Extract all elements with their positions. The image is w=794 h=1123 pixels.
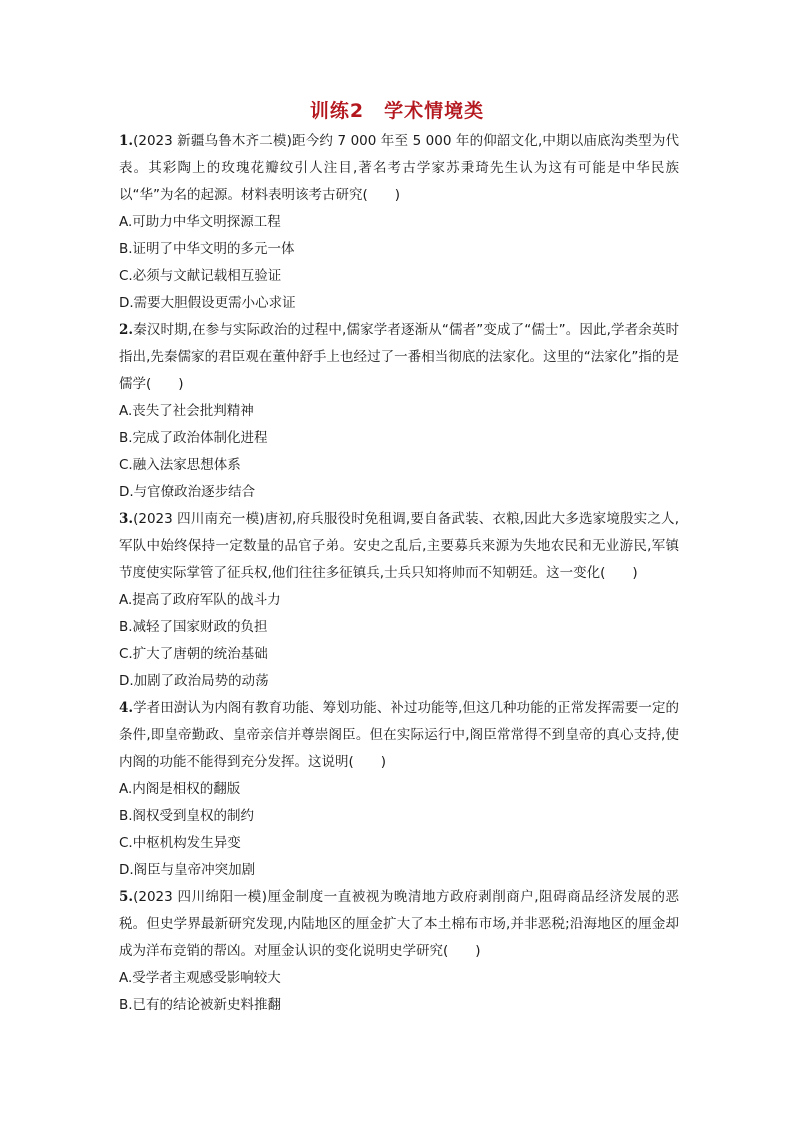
page-title: 训练2 学术情境类 — [309, 100, 485, 122]
option-c: C.中枢机构发生异变 — [119, 835, 241, 851]
question-text: (2023 新疆乌鲁木齐二模)距今约 7 000 年至 5 000 年的仰韶文化,中期以庙底沟类型为代表。其彩陶上的玫瑰花瓣纹引人注目,著名考古学家苏秉琦先生认为这有可能是中华民族以“华”为名的起源。材料表明该考古研究( ) — [119, 133, 679, 203]
question-list — [119, 128, 679, 1019]
option-b: B.阁权受到皇权的制约 — [119, 808, 255, 824]
option-b: B.减轻了国家财政的负担 — [119, 619, 268, 635]
question-text: 秦汉时期,在参与实际政治的过程中,儒家学者逐渐从“儒者”变成了“儒士”。因此,学者余英时指出,先秦儒家的君臣观在董仲舒手上也经过了一番相当彻底的法家化。这里的“法家化”指的是儒学( ) — [119, 322, 679, 392]
option-a: A.提高了政府军队的战斗力 — [119, 592, 281, 608]
option-d: D.加剧了政治局势的动荡 — [119, 673, 269, 689]
question-text: 学者田澍认为内阁有教育功能、筹划功能、补过功能等,但这几种功能的正常发挥需要一定的条件,即皇帝勤政、皇帝亲信并尊崇阁臣。但在实际运行中,阁臣常常得不到皇帝的真心支持,使内阁的功能不能得到充分发挥。这说明( ) — [119, 700, 679, 770]
question-number: 4. — [119, 700, 134, 716]
option-c: C.融入法家思想体系 — [119, 457, 241, 473]
option-d: D.与官僚政治逐步结合 — [119, 484, 256, 500]
option-a: A.受学者主观感受影响较大 — [119, 970, 281, 986]
question-2 — [119, 317, 679, 506]
question-stem — [119, 506, 679, 587]
option-b: B.已有的结论被新史料推翻 — [119, 997, 282, 1013]
question-stem — [119, 884, 679, 965]
question-number: 2. — [119, 322, 134, 338]
question-5 — [119, 884, 679, 1019]
option-a: A.丧失了社会批判精神 — [119, 403, 254, 419]
question-3 — [119, 506, 679, 695]
question-stem — [119, 695, 679, 776]
question-number: 5. — [119, 889, 134, 905]
option-b: B.完成了政治体制化进程 — [119, 430, 268, 446]
option-b: B.证明了中华文明的多元一体 — [119, 241, 295, 257]
question-4 — [119, 695, 679, 884]
option-a: A.内阁是相权的翻版 — [119, 781, 241, 797]
option-c: C.必须与文献记载相互验证 — [119, 268, 282, 284]
question-number: 3. — [119, 511, 134, 527]
option-d: D.需要大胆假设更需小心求证 — [119, 295, 296, 311]
question-number: 1. — [119, 133, 134, 149]
option-d: D.阁臣与皇帝冲突加剧 — [119, 862, 256, 878]
option-a: A.可助力中华文明探源工程 — [119, 214, 281, 230]
question-text: (2023 四川绵阳一模)厘金制度一直被视为晚清地方政府剥削商户,阻碍商品经济发展的恶税。但史学界最新研究发现,内陆地区的厘金扩大了本土棉布市场,并非恶税;沿海地区的厘金却成为洋布竞销的帮凶。对厘金认识的变化说明史学研究( ) — [119, 889, 679, 959]
question-stem — [119, 317, 679, 398]
question-1 — [119, 128, 679, 317]
option-c: C.扩大了唐朝的统治基础 — [119, 646, 268, 662]
question-stem — [119, 128, 679, 209]
question-text: (2023 四川南充一模)唐初,府兵服役时免租调,要自备武装、衣粮,因此大多选家境殷实之人,军队中始终保持一定数量的品官子弟。安史之乱后,主要募兵来源为失地农民和无业游民,军镇节度使实际掌管了征兵权,他们往往多征镇兵,士兵只知将帅而不知朝廷。这一变化( ) — [119, 511, 679, 581]
